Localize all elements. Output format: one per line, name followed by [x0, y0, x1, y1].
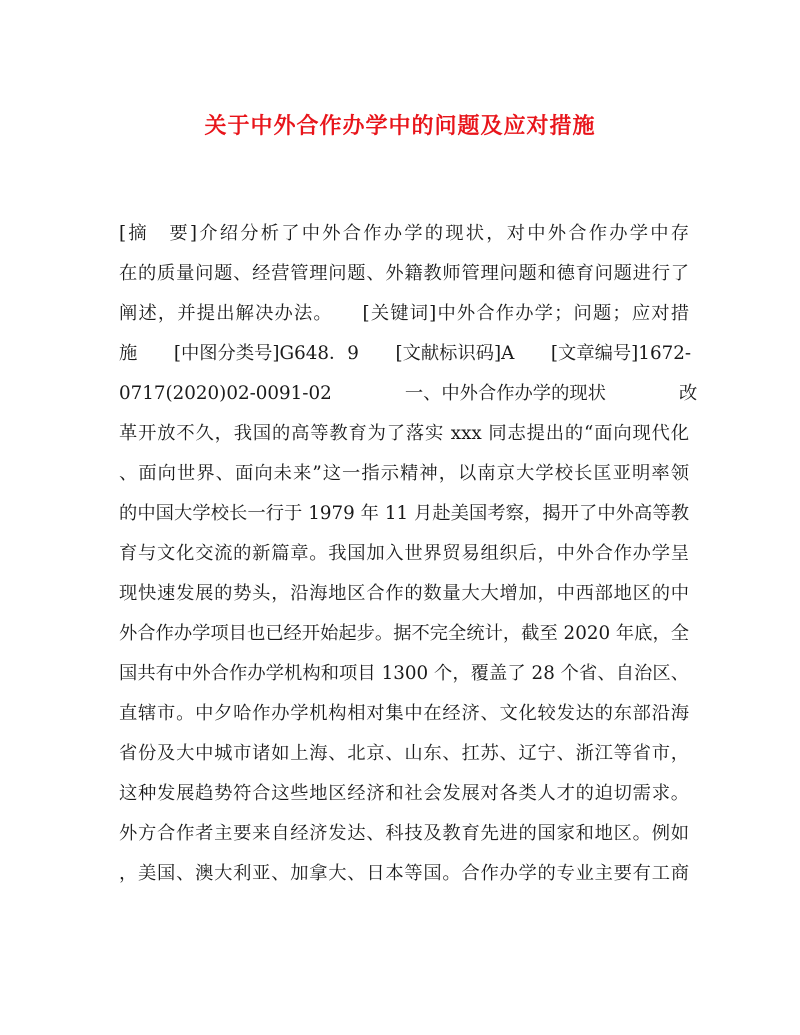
body-line: 育与文化交流的新篇章。我国加入世界贸易组织后，中外合作办学呈	[119, 543, 689, 564]
body-line: 外合作办学项目也已经开始起步。据不完全统计，截至 2020 年底，全	[119, 623, 690, 644]
body-line: 省份及大中城市诸如上海、北京、山东、扛苏、辽宁、浙江等省市，	[119, 743, 689, 764]
body-line: ，美国、澳大利亚、加拿大、日本等国。合作办学的专业主要有工商	[119, 863, 689, 884]
body-line: 现快速发展的势头，沿海地区合作的数量大大增加，中西部地区的中	[119, 583, 689, 604]
document-body	[119, 214, 698, 894]
body-line: 革开放不久，我国的高等教育为了落实 xxx 同志提出的“面向现代化	[119, 423, 689, 444]
body-line: 0717(2020)02-0091-02 一、中外合作办学的现状 改	[119, 383, 698, 404]
body-line: 施 [中图分类号]G648．9 [文献标识码]A [文章编号]1672-	[119, 343, 692, 364]
body-line: 外方合作者主要来自经济发达、科技及教育先进的国家和地区。例如	[119, 823, 689, 844]
body-line: 阐述，并提出解决办法。 [关键词]中外合作办学；问题；应对措	[119, 303, 689, 324]
body-line: 、面向世界、面向未来”这一指示精神，以南京大学校长匡亚明率领	[119, 463, 689, 484]
body-line: 国共有中外合作办学机构和项目 1300 个，覆盖了 28 个省、自治区、	[119, 663, 689, 684]
body-line: [摘 要]介绍分析了中外合作办学的现状，对中外合作办学中存	[119, 223, 689, 244]
body-line: 这种发展趋势符合这些地区经济和社会发展对各类人才的迫切需求。	[119, 783, 689, 804]
body-line: 直辖市。中夕哈作办学机构相对集中在经济、文化较发达的东部沿海	[119, 703, 689, 724]
document-title: 关于中外合作办学中的问题及应对措施	[204, 113, 596, 139]
body-line: 在的质量问题、经营管理问题、外籍教师管理问题和德育问题进行了	[119, 263, 689, 284]
body-line: 的中国大学校长一行于 1979 年 11 月赴美国考察，揭开了中外高等教	[119, 503, 689, 524]
